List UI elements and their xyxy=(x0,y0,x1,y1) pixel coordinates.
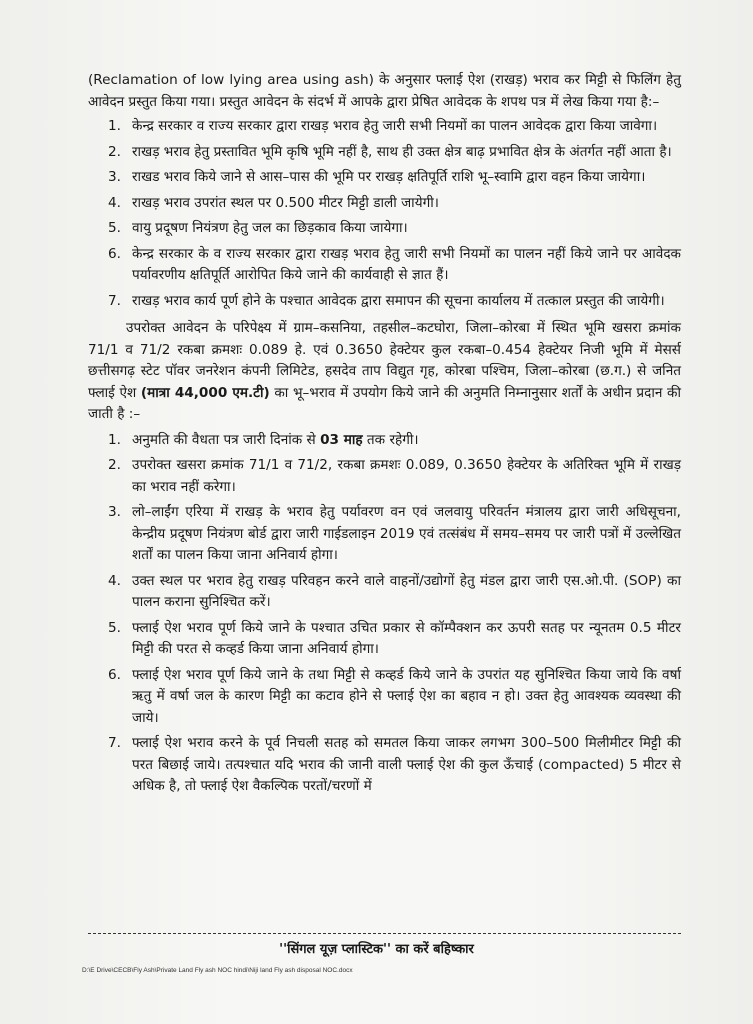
list-item: 7. राखड़ भराव कार्य पूर्ण होने के पश्चात आवेदक द्वारा समापन की सूचना कार्यालय में तत्काल प्रस्तुत की जायेगी। xyxy=(108,292,665,309)
list-item: 4. उक्त स्थल पर भराव हेतु राखड़ परिवहन करने वाले वाहनों/उद्योगों हेतु मंडल द्वारा जारी एस.ओ.पी. (SOP) का पालन कराना सुनिश्चित करें। xyxy=(108,572,681,610)
footer-slogan: ''सिंगल यूज़ प्लास्टिक'' का करें बहिष्कार xyxy=(279,942,474,957)
list-item: 1. केन्द्र सरकार व राज्य सरकार द्वारा राखड़ भराव हेतु जारी सभी नियमों का पालन आवेदक द्वारा किया जावेगा। xyxy=(108,118,658,134)
list-item: 5. वायु प्रदूषण नियंत्रण हेतु जल का छिड़काव किया जायेगा। xyxy=(108,220,408,236)
quantity-bold: (मात्रा 44,000 एम.टी) xyxy=(140,384,270,401)
footer-divider xyxy=(88,933,681,934)
footer-file-path: D:\E Drive\CECB\Fly Ash\Private Land Fly ash NOC hindi\Niji land Fly ash disposal NOC.docx xyxy=(82,967,353,974)
affidavit-list xyxy=(88,116,681,312)
list-item: 6. केन्द्र सरकार के व राज्य सरकार द्वारा राखड़ भराव हेतु जारी सभी नियमों का पालन नहीं किये जाने पर आवेदक पर्यावरणीय क्षतिपूर्ति आरोपित किये जाने की कार्यवाही से ज्ञात हैं। xyxy=(108,245,681,283)
list-item: 4. राखड़ भराव उपरांत स्थल पर 0.500 मीटर मिट्टी डाली जायेगी। xyxy=(108,194,439,211)
permission-paragraph: उपरोक्त आवेदन के परिपेक्ष्य में ग्राम–कसनिया, तहसील–कटघोरा, जिला–कोरबा में स्थित भूमि खसरा क्रमांक 71/1 व 71/2 रकबा क्रमशः 0.089 हे. एवं 0.3650 हेक्टेयर कुल रकबा–0.454 हेक्टेयर निजी भूमि में मेसर्स छत्तीसगढ़ स्टेट पॉवर जनरेशन कंपनी लिमिटेड, हसदेव ताप विद्युत गृह, कोरबा पश्चिम, जिला–कोरबा (छ.ग.) से जनित फ्लाई ऐश (मात्रा 44,000 एम.टी) का भू–भराव में उपयोग किये जाने की अनुमति निम्नानुसार शर्तों के अधीन प्रदान की जाती है :– xyxy=(88,320,681,422)
list-item: 7. फ्लाई ऐश भराव करने के पूर्व निचली सतह को समतल किया जाकर लगभग 300–500 मिलीमीटर मिट्टी की परत बिछाई जाये। तत्पश्चात यदि भराव की जानी वाली फ्लाई ऐश की कुल ऊँचाई (compacted) 5 मीटर से अधिक है, तो फ्लाई ऐश वैकल्पिक परतों/चरणों में xyxy=(108,735,681,794)
list-item: 1. अनुमति की वैधता पत्र जारी दिनांक से 03 माह तक रहेगी। xyxy=(108,431,419,448)
conditions-list xyxy=(88,430,681,798)
intro-paragraph: (Reclamation of low lying area using ash) के अनुसार फ्लाई ऐश (राखड़) भराव कर मिट्टी से फिलिंग हेतु आवेदन प्रस्तुत किया गया। प्रस्तुत आवेदन के संदर्भ में आपके द्वारा प्रेषित आवेदक के शपथ पत्र में लेख किया गया है:– xyxy=(88,72,681,110)
list-item: 6. फ्लाई ऐश भराव पूर्ण किये जाने के तथा मिट्टी से कव्हर्ड किये जाने के उपरांत यह सुनिश्चित किया जाये कि वर्षा ऋतु में वर्षा जल के कारण मिट्टी का कटाव होने से फ्लाई ऐश का बहाव न हो। उक्त हेतु आवश्यक व्यवस्था की जाये। xyxy=(108,666,681,726)
list-item: 3. राखड भराव किये जाने से आस–पास की भूमि पर राखड़ क्षतिपूर्ति राशि भू–स्वामि द्वारा वहन किया जायेगा। xyxy=(108,169,646,185)
list-item: 5. फ्लाई ऐश भराव पूर्ण किये जाने के पश्चात उचित प्रकार से कॉम्पैक्शन कर ऊपरी सतह पर न्यूनतम 0.5 मीटर मिट्टी की परत से कव्हर्ड किया जाना अनिवार्य होगा। xyxy=(108,619,681,657)
list-item: 3. लो–लाईंग एरिया में राखड़ के भराव हेतु पर्यावरण वन एवं जलवायु परिवर्तन मंत्रालय द्वारा जारी अधिसूचना, केन्द्रीय प्रदूषण नियंत्रण बोर्ड द्वारा जारी गाईडलाइन 2019 एवं तत्संबंध में समय–समय पर जारी पत्रों में उल्लेखित शर्तों का पालन किया जाना अनिवार्य होगा। xyxy=(108,504,681,563)
list-item: 2. राखड़ भराव हेतु प्रस्तावित भूमि कृषि भूमि नहीं है, साथ ही उक्त क्षेत्र बाढ़ प्रभावित क्षेत्र के अंतर्गत नहीं आता है। xyxy=(108,143,672,160)
intro-section xyxy=(88,70,681,113)
list-item: 2. उपरोक्त खसरा क्रमांक 71/1 व 71/2, रकबा क्रमशः 0.089, 0.3650 हेक्टेयर के अतिरिक्त भूमि में राखड़ का भराव नहीं करेगा। xyxy=(108,457,681,495)
